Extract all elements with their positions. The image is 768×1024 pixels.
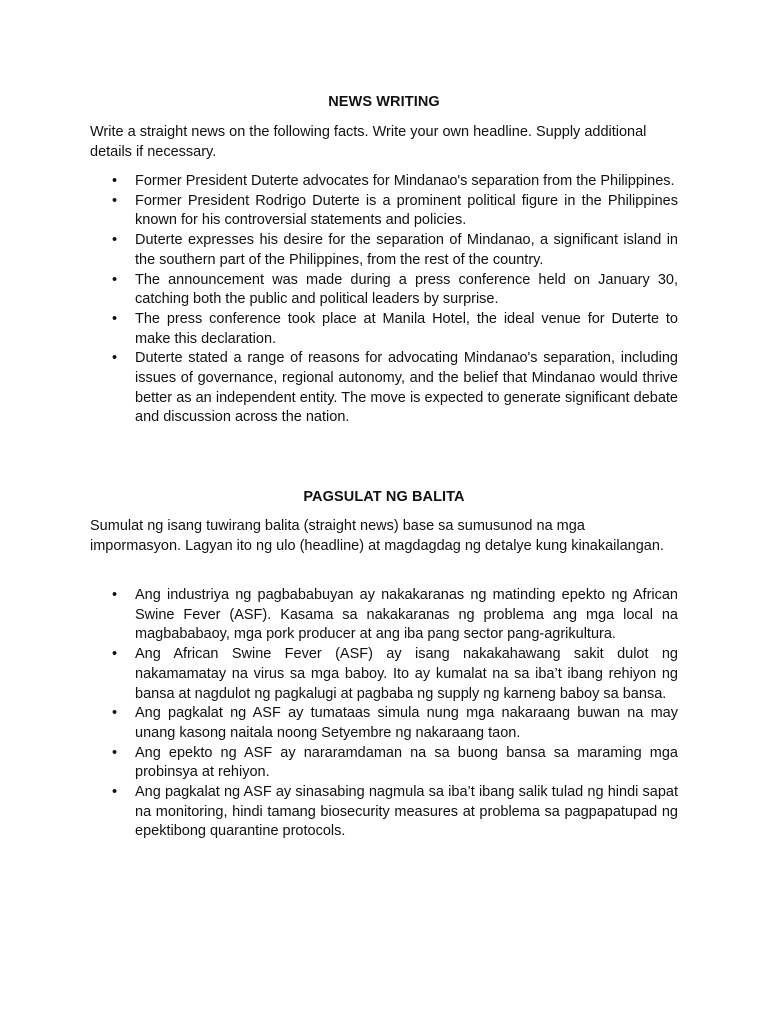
list-item [90,271,678,310]
list-item-text: Former President Rodrigo Duterte is a prominent political figure in the Philippines known for his controversial statements and policies. [135,192,678,229]
list-item-text: Ang pagkalat ng ASF ay sinasabing nagmula sa iba’t ibang salik tulad ng hindi sapat na monitoring, hindi tamang biosecurity measures at problema sa pagpapatupad ng epektibong quarantine protocols. [135,784,678,840]
list-item-text: Former President Duterte advocates for Mindanao's separation from the Philippines. [135,173,675,189]
list-item [90,645,678,704]
list-item [90,744,678,783]
section-intro-pagsulat-ng-balita: Sumulat ng isang tuwirang balita (straight news) base sa sumusunod na mga impormasyon. Lagyan ito ng ulo (headline) at magdagdag ng detalye kung kinakailangan. [90,518,664,554]
bullet-icon: • [112,705,118,722]
facts-list-news-writing [90,172,678,428]
bullet-icon: • [112,192,118,209]
list-item-text: Ang pagkalat ng ASF ay tumataas simula nung mga nakaraang buwan na may unang kasong naitala noong Setyembre ng nakaraang taon. [135,705,678,741]
bullet-icon: • [112,271,118,288]
facts-list-pagsulat-ng-balita [90,586,678,842]
list-item [90,586,678,645]
bullet-icon: • [112,232,118,249]
list-item-text: Duterte expresses his desire for the separation of Mindanao, a significant island in the southern part of the Philippines, from the rest of the country. [135,232,678,268]
list-item-text: Duterte stated a range of reasons for advocating Mindanao's separation, including issues of governance, regional autonomy, and the belief that Mindanao would thrive better as an independent entity. The move is expected to generate significant debate and discussion across the nation. [135,350,678,426]
list-item-text: Ang epekto ng ASF ay nararamdaman na sa buong bansa sa maraming mga probinsya at rehiyon. [135,744,678,781]
bullet-icon: • [112,646,118,663]
list-item [90,310,678,349]
section-heading-news-writing: NEWS WRITING [328,94,440,110]
list-item [90,231,678,270]
list-item [90,349,678,428]
bullet-icon: • [112,310,118,327]
list-item [90,172,678,192]
section-intro-news-writing: Write a straight news on the following facts. Write your own headline. Supply additional details if necessary. [90,124,647,160]
list-item-text: The announcement was made during a press conference held on January 30, catching both the public and political leaders by surprise. [135,271,678,308]
bullet-icon: • [112,784,118,801]
list-item-text: Ang African Swine Fever (ASF) ay isang nakakahawang sakit dulot ng nakamamatay na virus sa mga baboy. Ito ay kumalat na sa iba’t ibang rehiyon ng bansa at nagdulot ng pagkalugi at pagbaba ng supply ng karneng baboy sa bansa. [135,646,678,702]
list-item [90,783,678,842]
list-item [90,704,678,743]
bullet-icon: • [112,173,118,189]
bullet-icon: • [112,744,118,761]
section-heading-pagsulat-ng-balita: PAGSULAT NG BALITA [303,489,465,505]
list-item-text: The press conference took place at Manila Hotel, the ideal venue for Duterte to make this declaration. [135,310,678,347]
list-item [90,192,678,231]
bullet-icon: • [112,350,118,367]
bullet-icon: • [112,587,118,603]
list-item-text: Ang industriya ng pagbababuyan ay nakakaranas ng matinding epekto ng African Swine Fever (ASF). Kasama sa nakakaranas ng problema ang mga local na magbababaoy, mga pork producer at ang iba pang sector pang-agrikultura. [135,587,678,643]
